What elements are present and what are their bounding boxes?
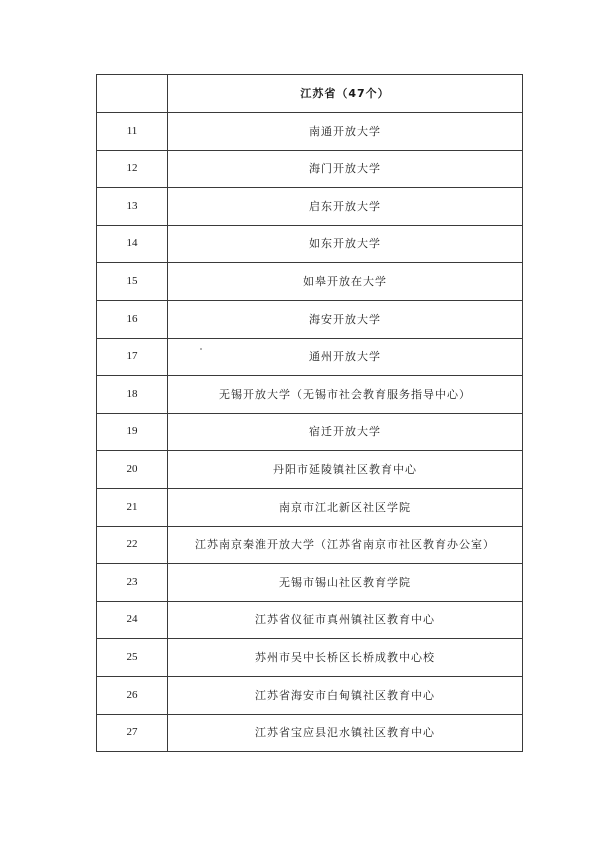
institution-name: 海门开放大学 (168, 150, 523, 188)
institution-table (96, 74, 523, 752)
institution-name: 南通开放大学 (168, 113, 523, 151)
table-row (97, 113, 523, 151)
row-number: 15 (97, 263, 168, 301)
row-number: 18 (97, 376, 168, 414)
table-row (97, 263, 523, 301)
institution-name: 江苏省仪征市真州镇社区教育中心 (168, 601, 523, 639)
table-row (97, 714, 523, 752)
row-number: 11 (97, 113, 168, 151)
header-number-cell (97, 75, 168, 113)
row-number: 14 (97, 225, 168, 263)
row-number: 16 (97, 300, 168, 338)
institution-name: 江苏省宝应县氾水镇社区教育中心 (168, 714, 523, 752)
institution-name: 江苏省海安市白甸镇社区教育中心 (168, 676, 523, 714)
institution-name: 如皋开放在大学 (168, 263, 523, 301)
row-number: 24 (97, 601, 168, 639)
table-row (97, 639, 523, 677)
row-number: 21 (97, 488, 168, 526)
table-row (97, 376, 523, 414)
row-number: 13 (97, 188, 168, 226)
table-row (97, 676, 523, 714)
institution-name: 无锡市锡山社区教育学院 (168, 564, 523, 602)
institution-name: 苏州市吴中长桥区长桥成教中心校 (168, 639, 523, 677)
row-number: 25 (97, 639, 168, 677)
row-number: 12 (97, 150, 168, 188)
scan-speck (200, 348, 202, 350)
institution-name: 通州开放大学 (168, 338, 523, 376)
province-title: 江苏省（47个） (168, 75, 523, 113)
row-number: 20 (97, 451, 168, 489)
table-row (97, 526, 523, 564)
table-body (97, 75, 523, 752)
institution-name: 如东开放大学 (168, 225, 523, 263)
table-row (97, 601, 523, 639)
row-number: 19 (97, 413, 168, 451)
institution-name: 江苏南京秦淮开放大学（江苏省南京市社区教育办公室） (168, 526, 523, 564)
table-row (97, 413, 523, 451)
table-row (97, 338, 523, 376)
institution-name: 南京市江北新区社区学院 (168, 488, 523, 526)
table-row (97, 225, 523, 263)
row-number: 17 (97, 338, 168, 376)
institution-name: 启东开放大学 (168, 188, 523, 226)
row-number: 26 (97, 676, 168, 714)
row-number: 22 (97, 526, 168, 564)
table-row (97, 451, 523, 489)
table-row (97, 300, 523, 338)
institution-name: 宿迁开放大学 (168, 413, 523, 451)
table-row (97, 488, 523, 526)
table-row (97, 150, 523, 188)
institution-name: 丹阳市延陵镇社区教育中心 (168, 451, 523, 489)
row-number: 23 (97, 564, 168, 602)
table-row (97, 188, 523, 226)
table-header-row (97, 75, 523, 113)
row-number: 27 (97, 714, 168, 752)
institution-name: 海安开放大学 (168, 300, 523, 338)
table-row (97, 564, 523, 602)
institution-name: 无锡开放大学（无锡市社会教育服务指导中心） (168, 376, 523, 414)
